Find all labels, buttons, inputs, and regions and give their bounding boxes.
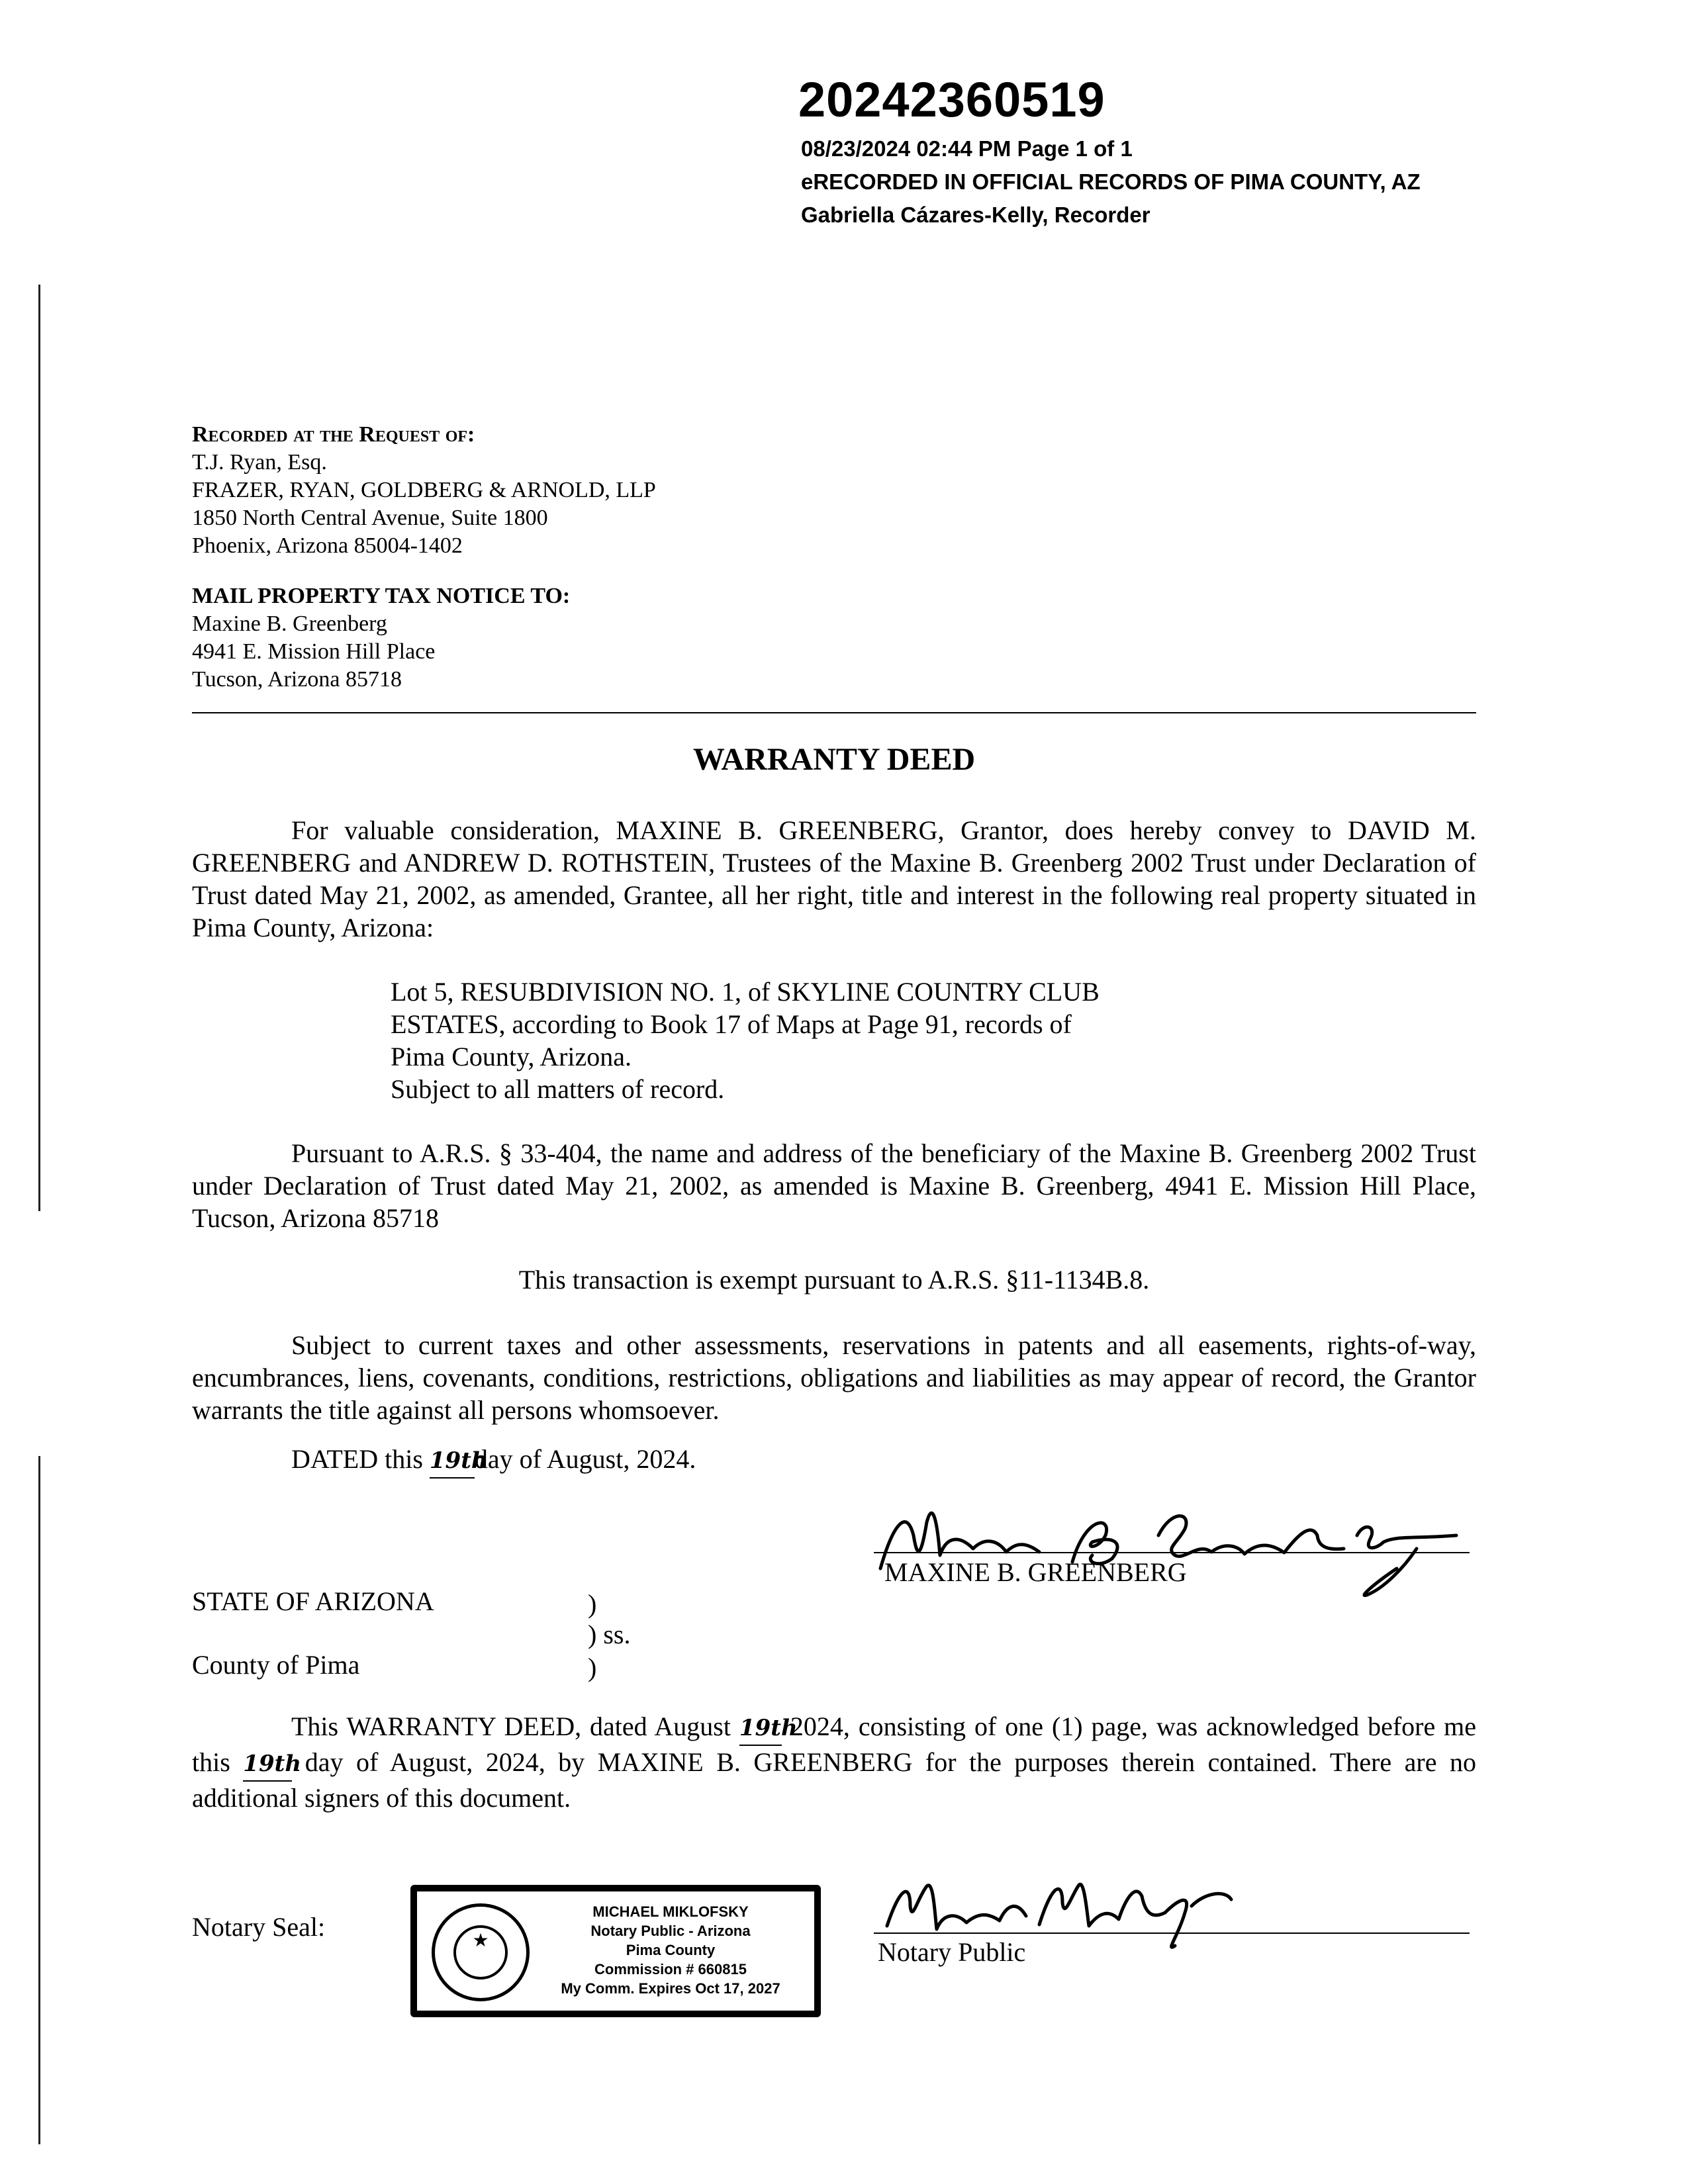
notary-seal — [410, 1885, 821, 2017]
notary-seal-label: Notary Seal: — [192, 1912, 326, 1942]
recording-number: 20242360519 — [798, 72, 1105, 127]
state-seal-emblem: ★ — [432, 1903, 530, 2001]
warranty-text: Subject to current taxes and other assessments, reservations in patents and all easements, rights-of-way, encumbrances, liens, covenants, conditions, restrictions, obligations and liabilities as may appear of record, the Grantor warrants the title against all persons whomsoever. — [192, 1330, 1476, 1425]
acknowledgment-text-2: 2024, consisting of one (1) page, was acknowledged before me this — [192, 1711, 1477, 1777]
recorded-request-block — [192, 421, 656, 560]
seal-line: My Comm. Expires Oct 17, 2027 — [561, 1980, 780, 1997]
acknowledgment-text-1: This WARRANTY DEED, dated August — [291, 1711, 731, 1741]
grantor-name: MAXINE B. GREENBERG — [884, 1557, 1187, 1587]
venue-paren: ) — [588, 1653, 597, 1682]
document-title: WARRANTY DEED — [692, 742, 976, 777]
legal-description-line: Lot 5, RESUBDIVISION NO. 1, of SKYLINE COUNTRY CLUB — [391, 977, 1100, 1007]
recorded-request-line: Phoenix, Arizona 85004-1402 — [192, 533, 463, 558]
venue-ss: ) ss. — [588, 1619, 631, 1649]
beneficiary-paragraph — [192, 1137, 1476, 1234]
acknowledgment-text-3: day of August, 2024, by MAXINE B. GREENBERG for the purposes therein contained. There are no additional signers of this document. — [192, 1747, 1477, 1813]
recorded-request-line: 1850 North Central Avenue, Suite 1800 — [192, 506, 548, 530]
tax-notice-heading: MAIL PROPERTY TAX NOTICE TO: — [192, 584, 571, 608]
conveyance-text: For valuable consideration, MAXINE B. GREENBERG, Grantor, does hereby convey to DAVID M. GREENBERG and ANDREW D. ROTHSTEIN, Trustees of the Maxine B. Greenberg 2002 Trust under Declaration of Trust dated May 21, 2002, as amended, Grantee, all her right, title and interest in the following real property situated in Pima County, Arizona: — [192, 815, 1476, 942]
header-divider — [192, 712, 1476, 713]
ack-date-handwritten: 19th — [739, 1712, 782, 1746]
dated-day-handwritten: 19th — [430, 1445, 475, 1479]
seal-line: Notary Public - Arizona — [590, 1923, 751, 1939]
tax-notice-line: Tucson, Arizona 85718 — [192, 667, 402, 692]
venue-paren: ) — [588, 1589, 597, 1619]
venue-state: STATE OF ARIZONA — [192, 1586, 434, 1616]
warranty-paragraph — [192, 1329, 1476, 1426]
legal-description-line: Subject to all matters of record. — [391, 1074, 725, 1104]
ack-day-handwritten: 19th — [243, 1748, 292, 1782]
recording-office: eRECORDED IN OFFICIAL RECORDS OF PIMA COUNTY, AZ — [801, 169, 1421, 194]
recorded-request-line: T.J. Ryan, Esq. — [192, 450, 327, 475]
grantor-signature-line — [874, 1552, 1470, 1553]
tax-notice-block — [192, 582, 570, 694]
beneficiary-text: Pursuant to A.R.S. § 33-404, the name and address of the beneficiary of the Maxine B. Greenberg 2002 Trust under Declaration of Trust dated May 21, 2002, as amended is Maxine B. Greenberg, 4941 E. Mission Hill Place, Tucson, Arizona 85718 — [192, 1138, 1476, 1233]
seal-line: Commission # 660815 — [594, 1961, 747, 1978]
acknowledgment-paragraph — [192, 1710, 1476, 1814]
tax-notice-line: 4941 E. Mission Hill Place — [192, 639, 436, 664]
seal-line: Pima County — [626, 1942, 716, 1958]
tax-notice-line: Maxine B. Greenberg — [192, 612, 387, 636]
notary-title: Notary Public — [878, 1937, 1026, 1967]
scan-margin-line — [38, 1456, 40, 2144]
recorded-request-heading: Recorded at the Request of: — [192, 422, 475, 447]
notary-signature-line — [874, 1933, 1470, 1934]
recorded-request-line: FRAZER, RYAN, GOLDBERG & ARNOLD, LLP — [192, 478, 656, 502]
recorder-name: Gabriella Cázares-Kelly, Recorder — [801, 203, 1150, 227]
legal-description-line: ESTATES, according to Book 17 of Maps at Page 91, records of — [391, 1009, 1072, 1039]
legal-description — [391, 976, 1284, 1105]
recording-datetime: 08/23/2024 02:44 PM Page 1 of 1 — [801, 136, 1133, 161]
conveyance-paragraph — [192, 814, 1476, 944]
venue-county: County of Pima — [192, 1650, 360, 1680]
exemption-statement: This transaction is exempt pursuant to A.R.S. §11-1134B.8. — [518, 1265, 1150, 1295]
seal-line: MICHAEL MIKLOFSKY — [592, 1903, 749, 1920]
dated-suffix: day of August, 2024. — [474, 1444, 696, 1474]
legal-description-line: Pima County, Arizona. — [391, 1042, 632, 1071]
dated-prefix: DATED this — [291, 1444, 423, 1474]
dated-line — [192, 1443, 1476, 1479]
notary-seal-text — [536, 1902, 805, 1998]
